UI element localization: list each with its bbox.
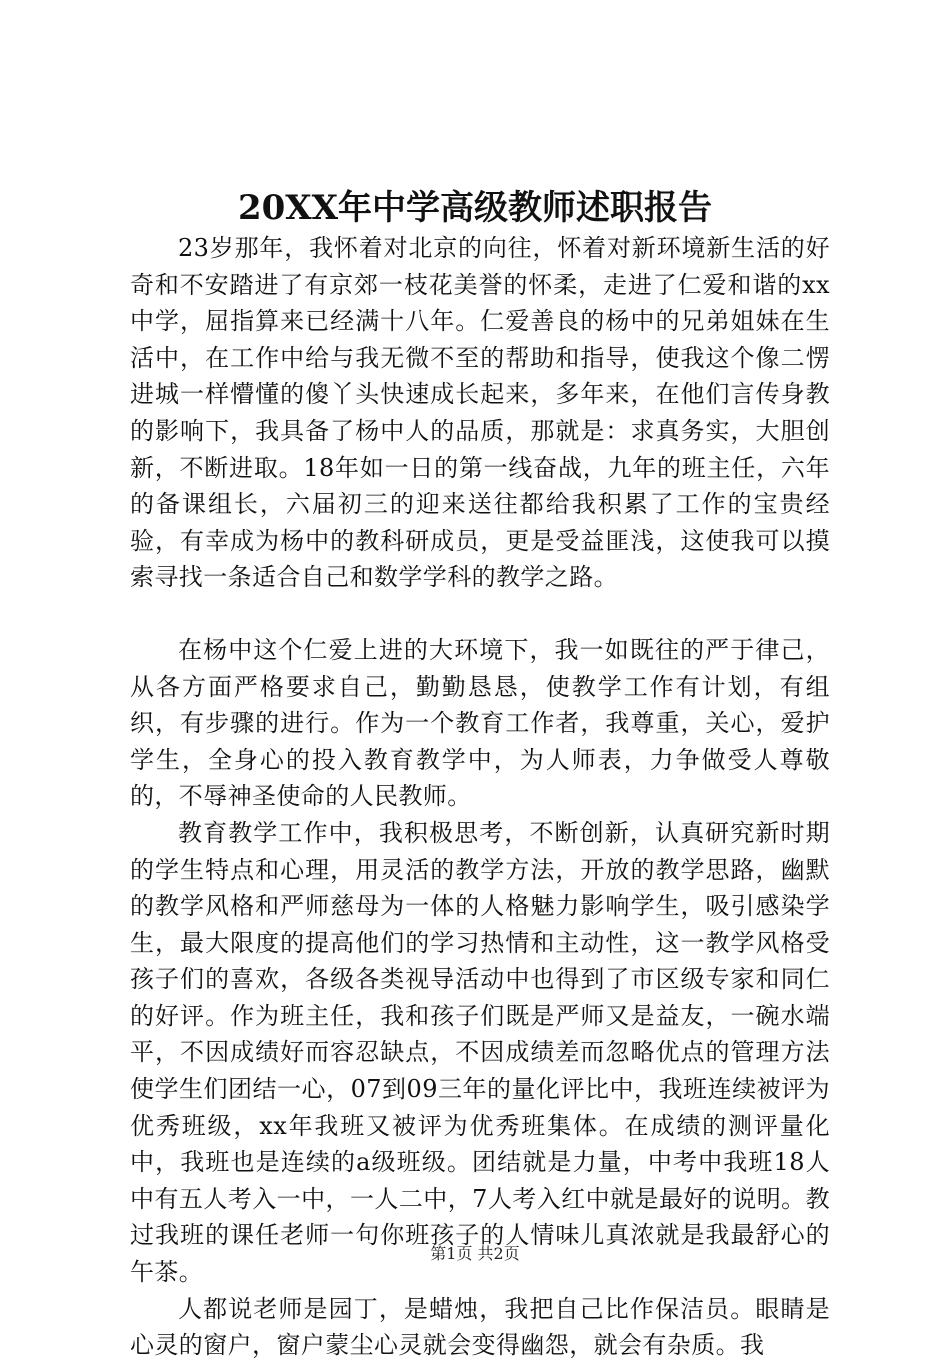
document-body bbox=[130, 230, 830, 1364]
paragraph-2: 在杨中这个仁爱上进的大环境下，我一如既往的严于律己，从各方面严格要求自己，勤勤恳恳，使教学工作有计划，有组织，有步骤的进行。作为一个教育工作者，我尊重，关心，爱护学生，全身心的投入教育教学中，为人师表，力争做受人尊敬的，不辱神圣使命的人民教师。 bbox=[130, 635, 830, 811]
document-title: 20XX年中学高级教师述职报告 bbox=[237, 188, 713, 228]
paragraph-4: 人都说老师是园丁，是蜡烛，我把自己比作保洁员。眼睛是心灵的窗户，窗户蒙尘心灵就会变得幽怨，就会有杂质。我 bbox=[130, 1294, 830, 1360]
page-number-footer: 第1页 共2页 bbox=[430, 1244, 520, 1263]
paragraph-1: 23岁那年，我怀着对北京的向往，怀着对新环境新生活的好奇和不安踏进了有京郊一枝花美誉的怀柔，走进了仁爱和谐的xx中学，屈指算来已经满十八年。仁爱善良的杨中的兄弟姐妹在生活中，在工作中给与我无微不至的帮助和指导，使我这个像二愣进城一样懵懂的傻丫头快速成长起来，多年来，在他们言传身教的影响下，我具备了杨中人的品质，那就是：求真务实，大胆创新，不断进取。18年如一日的第一线奋战，九年的班主任，六年的备课组长，六届初三的迎来送往都给我积累了工作的宝贵经验，有幸成为杨中的教科研成员，更是受益匪浅，这使我可以摸索寻找一条适合自己和数学学科的教学之路。 bbox=[130, 234, 830, 592]
paragraph-3: 教育教学工作中，我积极思考，不断创新，认真研究新时期的学生特点和心理，用灵活的教学方法，开放的教学思路，幽默的教学风格和严师慈母为一体的人格魅力影响学生，吸引感染学生，最大限度的提高他们的学习热情和主动性，这一教学风格受孩子们的喜欢，各级各类视导活动中也得到了市区级专家和同仁的好评。作为班主任，我和孩子们既是严师又是益友，一碗水端平，不因成绩好而容忍缺点，不因成绩差而忽略优点的管理方法使学生们团结一心，07到09三年的量化评比中，我班连续被评为优秀班级，xx年我班又被评为优秀班集体。在成绩的测评量化中，我班也是连续的a级班级。团结就是力量，中考中我班18人中有五人考入一中，一人二中，7人考入红中就是最好的说明。教过我班的课任老师一句你班孩子的人情味儿真浓就是我最舒心的午茶。 bbox=[130, 818, 830, 1287]
